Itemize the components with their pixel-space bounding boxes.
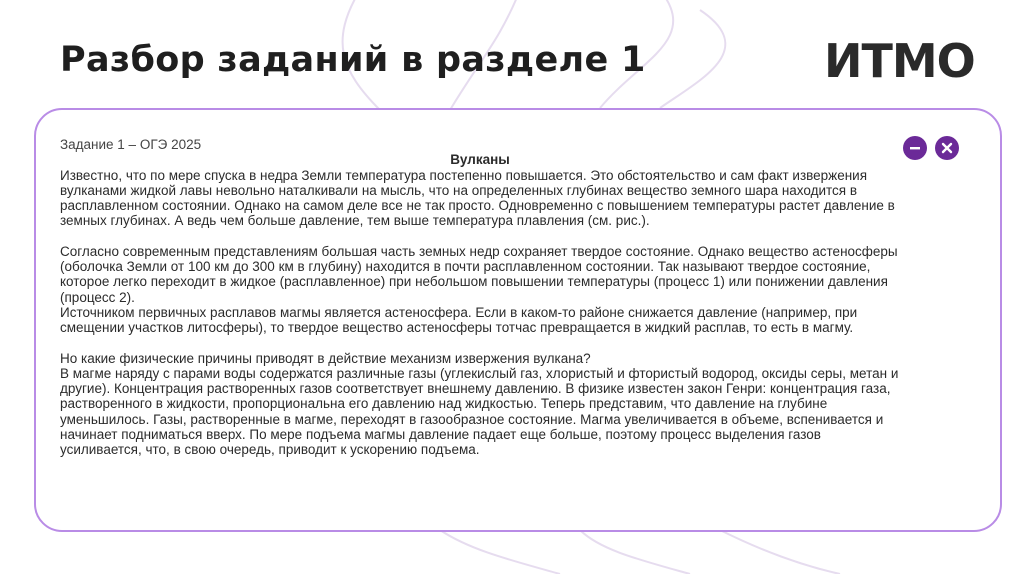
task-label: Задание 1 – ОГЭ 2025 (60, 137, 202, 152)
paragraph: В магме наряду с парами воды содержатся различные газы (углекислый газ, хлористый и фтористый водород, оксиды серы, метан и другие). Концентрация растворенных газов соответствует внешнему давлению. В физике известен закон Генри: концентрация газа, растворенного в жидкости, пропорциональна его давлению над жидкостью. Теперь представим, что давление на глубине уменьшилось. Газы, растворенные в магме, переходят в газообразное состояние. Магма увеличивается в объеме, вспенивается и начинает подниматься вверх. По мере подъема магмы давление падает еще больше, поэтому процесс выделения газов усиливается, что, в свою очередь, приводит к ускорению подъема. (60, 365, 899, 458)
minus-circle-icon (909, 142, 921, 154)
itmo-logo (824, 34, 975, 88)
close-circle-icon (941, 142, 953, 154)
paragraph: Известно, что по мере спуска в недра Земли температура постепенно повышается. Это обстоятельство и сам факт извержения вулканами жидкой лавы невольно наталкивали на мысль, что на определенных глубинах вещество земного шара находится в расплавленном состоянии. Однако на самом деле все не так просто. Одновременно с повышением температуры растет давление в земных глубинах. А ведь чем больше давление, тем выше температура плавления (см. рис.). (60, 167, 895, 229)
paragraph: Но какие физические причины приводят в действие механизм извержения вулкана? (60, 350, 591, 366)
paragraph: Согласно современным представлениям большая часть земных недр сохраняет твердое состояние. Однако вещество астеносферы (оболочка Земли от 100 км до 300 км в глубину) находится в почти расплавленном состоянии. Так называют твердое состояние, которое легко переходит в жидкое (расплавленное) при небольшом повышении температуры (процесс 1) или понижении давления (процесс 2). (60, 243, 898, 305)
minimize-button[interactable] (903, 136, 927, 160)
logo-text: ИТМО (824, 34, 975, 88)
card-controls (903, 136, 959, 160)
close-button[interactable] (935, 136, 959, 160)
card-text (60, 137, 900, 458)
paragraph: Источником первичных расплавов магмы является астеносфера. Если в каком-то районе снижается давление (например, при смещении участков литосферы), то твердое вещество астеносферы тотчас превращается в жидкий расплав, то есть в магму. (60, 304, 858, 336)
page-title: Разбор заданий в разделе 1 (60, 40, 646, 80)
section-title: Вулканы (450, 152, 510, 168)
